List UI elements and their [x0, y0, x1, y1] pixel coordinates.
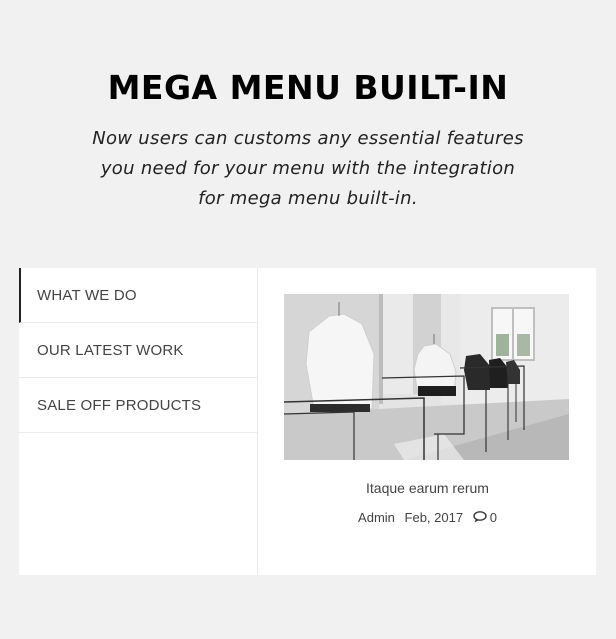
- menu-item-what-we-do[interactable]: [19, 268, 257, 323]
- menu-item-label: SALE OFF PRODUCTS: [37, 396, 202, 414]
- comment-icon: [473, 511, 487, 526]
- comment-count[interactable]: 0: [489, 510, 497, 525]
- mega-menu-sidebar: [19, 268, 258, 575]
- menu-item-label: WHAT WE DO: [37, 286, 137, 304]
- subtitle-line: you need for your menu with the integration: [100, 158, 516, 179]
- menu-item-label: OUR LATEST WORK: [37, 341, 184, 359]
- page-subtitle: [70, 124, 546, 214]
- subtitle-line: for mega menu built-in.: [198, 188, 418, 209]
- post-meta: [259, 510, 596, 526]
- page-title: MEGA MENU BUILT-IN: [107, 68, 509, 107]
- post-image[interactable]: [284, 294, 569, 460]
- subtitle-line: Now users can customs any essential features: [92, 128, 524, 149]
- menu-item-sale-off-products[interactable]: [19, 378, 257, 433]
- menu-item-our-latest-work[interactable]: [19, 323, 257, 378]
- post-date: Feb, 2017: [404, 510, 464, 525]
- mega-menu-panel: [19, 268, 596, 575]
- menu-content-area: [259, 268, 596, 575]
- post-title[interactable]: Itaque earum rerum: [366, 480, 489, 496]
- post-author[interactable]: Admin: [358, 510, 395, 525]
